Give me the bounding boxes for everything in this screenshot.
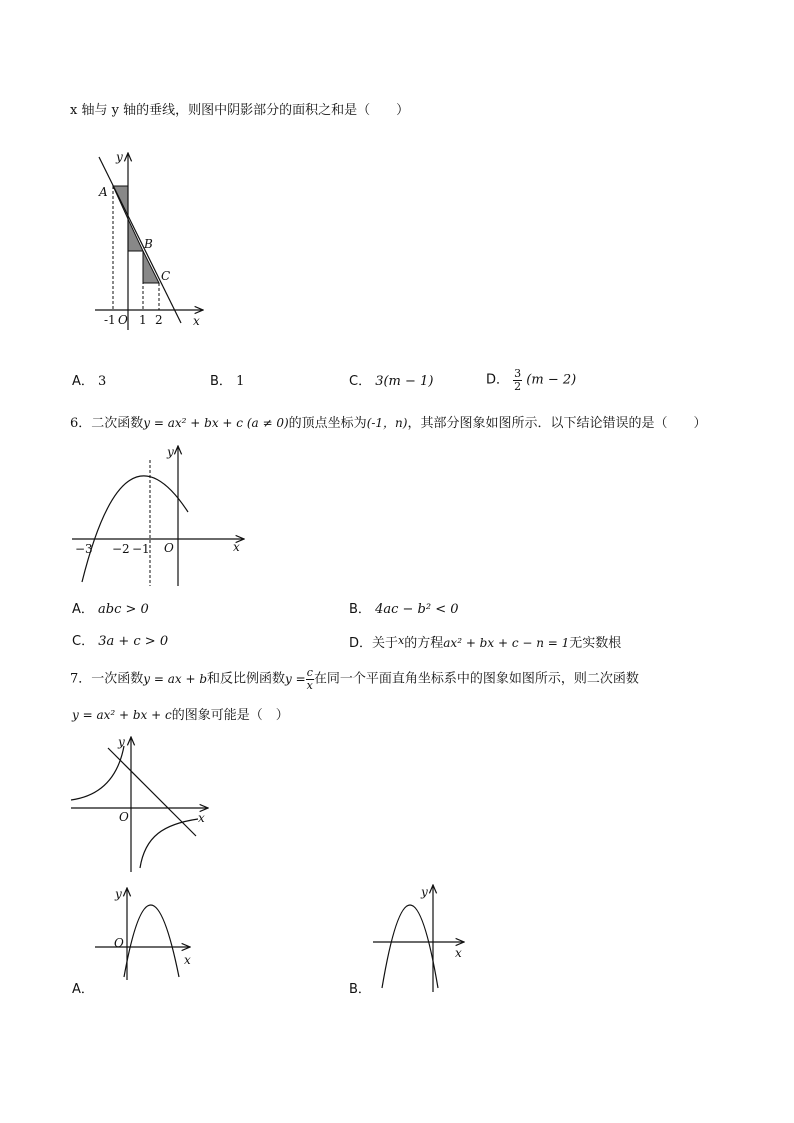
q7-stem-line2-suffix: 的图象可能是（ ） (171, 708, 289, 723)
q7-option-a-letter[interactable]: A． (72, 982, 94, 997)
q7-option-a-parabola (124, 905, 179, 977)
q6-option-d-var: x (398, 634, 405, 647)
q7-origin: O (119, 810, 129, 824)
q7-graph (68, 732, 218, 877)
q6-stem-suffix: ，其部分图象如图所示．以下结论错误的是（ ） (407, 416, 707, 431)
q5-option-b[interactable] (210, 375, 244, 388)
q5-x-label: x (193, 314, 200, 328)
q5-tick-2: 2 (155, 313, 163, 327)
q5-option-d-text: (m − 2) (526, 372, 577, 388)
q7-stem-f2-fraction (306, 667, 314, 691)
q7-stem-mid1: 和反比例函数 (207, 671, 286, 687)
q6-option-c-letter: C． (72, 634, 95, 649)
q6-option-a-letter: A． (72, 602, 94, 617)
q6-stem (70, 417, 707, 430)
q5-option-a-text: 3 (98, 374, 107, 389)
q7-stem-f2-num: c (306, 666, 313, 679)
q5-stem-tail: x 轴与 y 轴的垂线，则图中阴影部分的面积之和是（ ） (70, 103, 410, 118)
q7-option-b-parabola (382, 905, 438, 988)
q7-option-a-y-label: y (115, 887, 122, 901)
q6-option-d-letter: D． (349, 636, 373, 651)
q7-x-label: x (198, 811, 205, 825)
q5-origin: O (118, 313, 128, 327)
q5-option-d-num: 3 (514, 367, 522, 380)
q6-option-d-mid: 的方程 (404, 636, 444, 651)
q5-option-b-text: 1 (236, 374, 245, 389)
q7-option-a-origin: O (114, 936, 124, 950)
q5-shade-b (128, 219, 143, 251)
q7-option-b-letter[interactable]: B． (349, 982, 371, 997)
q7-stem-prefix: 7．一次函数 (70, 671, 144, 687)
q6-option-c-text: 3a + c > 0 (98, 634, 169, 649)
q6-option-b-text: 4ac − b² < 0 (375, 602, 459, 617)
q6-stem-prefix: 6．二次函数 (70, 416, 144, 431)
q5-option-d-letter: D． (486, 372, 510, 388)
q7-y-label: y (118, 735, 125, 749)
q7-stem-line2-formula: y = ax² + bx + c (72, 708, 172, 722)
q7-option-a-x-label: x (184, 953, 191, 967)
q7-stem-f2-den: x (306, 678, 313, 692)
q5-option-d[interactable] (486, 368, 576, 392)
q5-option-a[interactable] (72, 375, 106, 388)
q6-y-label: y (167, 445, 174, 459)
q5-option-d-den: 2 (514, 379, 522, 393)
q6-option-a[interactable] (72, 603, 149, 616)
q6-stem-formula: y = ax² + bx + c (a ≠ 0) (143, 416, 289, 430)
q5-y-label: y (116, 150, 123, 164)
q7-stem-f1: y = ax + b (143, 672, 208, 687)
q5-graph (85, 145, 215, 345)
q6-stem-vertex: (-1，n) (366, 416, 408, 430)
q6-option-c[interactable] (72, 635, 168, 648)
q7-hyperbola-lower (140, 819, 198, 868)
q6-option-d-prefix: 关于 (372, 636, 399, 651)
q5-option-c[interactable] (349, 375, 433, 388)
q5-point-a: A (99, 185, 108, 199)
q7-option-b-graph[interactable] (368, 882, 478, 992)
q7-stem-line2 (72, 709, 289, 722)
q7-stem-line1 (70, 667, 639, 691)
q7-option-a-graph[interactable] (90, 885, 200, 985)
q5-tick-1: 1 (139, 313, 147, 327)
q6-tick-neg2: −2 (112, 542, 130, 556)
q5-option-c-text: 3(m − 1) (375, 374, 434, 389)
q7-option-b-y-label: y (421, 885, 428, 899)
q6-option-d[interactable] (349, 635, 621, 650)
q7-stem-mid2: 在同一个平面直角坐标系中的图象如图所示，则二次函数 (313, 671, 639, 687)
q7-option-b-x-label: x (455, 946, 462, 960)
q6-option-d-suffix: 无实数根 (569, 636, 622, 651)
q6-option-b[interactable] (349, 603, 458, 616)
q6-option-d-eq: ax² + bx + c − n = 1 (443, 636, 570, 650)
q5-line (99, 157, 181, 323)
q6-x-label: x (233, 540, 240, 554)
q5-option-a-letter: A． (72, 374, 94, 389)
q5-shade-c (143, 251, 159, 283)
q6-option-a-text: abc > 0 (98, 602, 149, 617)
q6-parabola (82, 476, 188, 582)
q6-tick-neg1: −1 (132, 542, 150, 556)
q6-stem-mid: 的顶点坐标为 (288, 416, 367, 431)
q5-point-c: C (161, 269, 171, 283)
q7-stem-f2-lhs: y = (285, 672, 306, 687)
q5-option-c-letter: C． (349, 374, 372, 389)
q6-origin: O (164, 541, 174, 555)
q5-option-b-letter: B． (210, 374, 232, 389)
q5-option-d-fraction (513, 368, 522, 392)
q5-point-b: B (144, 237, 153, 251)
q6-option-b-letter: B． (349, 602, 371, 617)
q6-tick-neg3: −3 (75, 542, 93, 556)
q6-graph (70, 440, 260, 590)
q5-tick-neg1: -1 (104, 313, 116, 327)
q7-hyperbola-upper (71, 746, 124, 800)
